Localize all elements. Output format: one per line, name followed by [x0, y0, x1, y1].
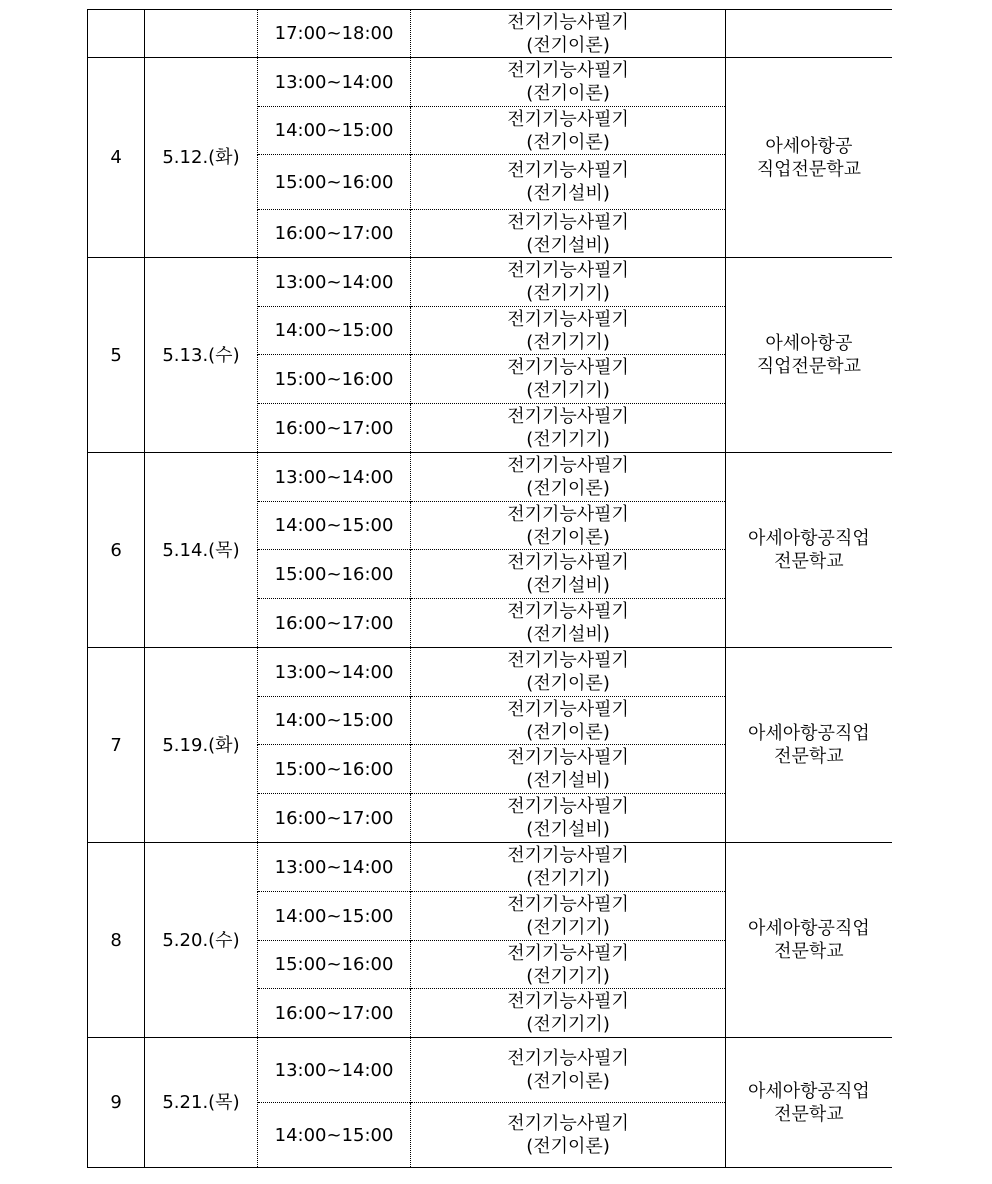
- slot-time: 15:00~16:00: [257, 155, 411, 210]
- slot-subject: 전기기능사필기: [507, 503, 629, 525]
- slot-subject: 전기기능사필기: [507, 260, 629, 281]
- session-date: 5.20.(수): [145, 843, 257, 1038]
- slot-subject-cell: [411, 941, 725, 989]
- slot-subject-detail: (전기기기): [526, 283, 610, 304]
- slot-subject-cell: [411, 404, 725, 453]
- slot-subject: 전기기능사필기: [507, 357, 629, 378]
- table-row: [88, 1038, 893, 1103]
- slot-subject-cell: [411, 58, 725, 107]
- slot-subject: 전기기능사필기: [507, 650, 629, 671]
- slot-subject-detail: (전기이론): [526, 478, 610, 499]
- slot-time: 16:00~17:00: [257, 599, 411, 648]
- session-number: 6: [88, 453, 145, 648]
- slot-time: 13:00~14:00: [257, 648, 411, 697]
- slot-subject-detail: (전기이론): [526, 721, 610, 743]
- slot-subject-cell: [411, 745, 725, 794]
- slot-time: 15:00~16:00: [257, 550, 411, 599]
- session-date: 5.14.(목): [145, 453, 257, 648]
- session-number: [88, 10, 145, 58]
- table-row: [88, 843, 893, 892]
- slot-time: 16:00~17:00: [257, 404, 411, 453]
- slot-subject: 전기기능사필기: [507, 747, 629, 768]
- table-row: [88, 10, 893, 58]
- slot-time: 13:00~14:00: [257, 1038, 411, 1103]
- slot-time: 13:00~14:00: [257, 58, 411, 107]
- session-date: 5.19.(화): [145, 648, 257, 843]
- slot-time: 14:00~15:00: [257, 1103, 411, 1168]
- session-place: 아세아항공직업 전문학교: [725, 843, 892, 1038]
- slot-subject: 전기기능사필기: [507, 211, 629, 233]
- slot-subject-cell: [411, 210, 725, 258]
- table-row: [88, 58, 893, 107]
- session-date: 5.21.(목): [145, 1038, 257, 1168]
- slot-time: 15:00~16:00: [257, 941, 411, 989]
- slot-subject-cell: [411, 307, 725, 355]
- slot-time: 14:00~15:00: [257, 892, 411, 941]
- session-place: 아세아항공직업 전문학교: [725, 1038, 892, 1168]
- slot-time: 16:00~17:00: [257, 210, 411, 258]
- session-number: 9: [88, 1038, 145, 1168]
- slot-subject-detail: (전기설비): [526, 819, 610, 840]
- slot-time: 14:00~15:00: [257, 502, 411, 550]
- slot-time: 14:00~15:00: [257, 107, 411, 155]
- slot-subject-detail: (전기기기): [526, 429, 610, 450]
- slot-subject: 전기기능사필기: [507, 108, 629, 130]
- slot-subject-detail: (전기이론): [526, 526, 610, 548]
- slot-subject-detail: (전기이론): [526, 673, 610, 694]
- slot-subject: 전기기능사필기: [507, 1048, 629, 1069]
- slot-subject: 전기기능사필기: [507, 845, 629, 866]
- slot-subject: 전기기능사필기: [507, 991, 629, 1012]
- slot-subject-cell: [411, 599, 725, 648]
- slot-subject: 전기기능사필기: [507, 160, 629, 181]
- slot-subject: 전기기능사필기: [507, 698, 629, 720]
- session-number: 8: [88, 843, 145, 1038]
- session-place: [725, 10, 892, 58]
- slot-subject-cell: [411, 10, 725, 58]
- slot-subject: 전기기능사필기: [507, 796, 629, 817]
- slot-time: 15:00~16:00: [257, 745, 411, 794]
- table-row: [88, 648, 893, 697]
- slot-subject-cell: [411, 155, 725, 210]
- slot-subject-cell: [411, 843, 725, 892]
- table-row: [88, 453, 893, 502]
- slot-subject: 전기기능사필기: [507, 11, 629, 33]
- slot-time: 15:00~16:00: [257, 355, 411, 404]
- session-place: 아세아항공 직업전문학교: [725, 258, 892, 453]
- slot-subject-detail: (전기기기): [526, 917, 610, 938]
- slot-subject-detail: (전기설비): [526, 234, 610, 256]
- session-date: [145, 10, 257, 58]
- slot-subject: 전기기능사필기: [507, 308, 629, 330]
- slot-subject-detail: (전기기기): [526, 965, 610, 987]
- slot-subject-detail: (전기이론): [526, 131, 610, 153]
- slot-subject-detail: (전기이론): [526, 1071, 610, 1092]
- slot-subject-detail: (전기설비): [526, 624, 610, 645]
- session-number: 7: [88, 648, 145, 843]
- slot-time: 14:00~15:00: [257, 307, 411, 355]
- session-date: 5.13.(수): [145, 258, 257, 453]
- slot-time: 17:00~18:00: [257, 10, 411, 58]
- slot-subject-detail: (전기기기): [526, 1014, 610, 1035]
- slot-subject: 전기기능사필기: [507, 406, 629, 427]
- slot-subject-cell: [411, 1038, 725, 1103]
- slot-subject-cell: [411, 550, 725, 599]
- slot-subject-detail: (전기설비): [526, 183, 610, 204]
- slot-subject-cell: [411, 892, 725, 941]
- slot-subject-cell: [411, 258, 725, 307]
- slot-subject: 전기기능사필기: [507, 1113, 629, 1134]
- slot-subject: 전기기능사필기: [507, 601, 629, 622]
- session-place: 아세아항공 직업전문학교: [725, 58, 892, 258]
- table-row: [88, 258, 893, 307]
- schedule-body: [88, 10, 893, 1168]
- slot-subject: 전기기능사필기: [507, 552, 629, 573]
- session-date: 5.12.(화): [145, 58, 257, 258]
- slot-subject-cell: [411, 1103, 725, 1168]
- slot-subject: 전기기능사필기: [507, 455, 629, 476]
- slot-time: 13:00~14:00: [257, 843, 411, 892]
- slot-subject-detail: (전기이론): [526, 83, 610, 104]
- slot-subject-cell: [411, 648, 725, 697]
- slot-subject-cell: [411, 697, 725, 745]
- slot-subject-detail: (전기이론): [526, 1136, 610, 1157]
- slot-subject-cell: [411, 107, 725, 155]
- slot-subject: 전기기능사필기: [507, 894, 629, 915]
- slot-time: 13:00~14:00: [257, 258, 411, 307]
- slot-subject-detail: (전기기기): [526, 380, 610, 401]
- slot-subject: 전기기능사필기: [507, 942, 629, 964]
- slot-subject-detail: (전기기기): [526, 868, 610, 889]
- slot-subject-cell: [411, 794, 725, 843]
- slot-subject-cell: [411, 453, 725, 502]
- slot-time: 14:00~15:00: [257, 697, 411, 745]
- slot-subject-cell: [411, 355, 725, 404]
- schedule-table: [87, 9, 892, 1168]
- session-place: 아세아항공직업 전문학교: [725, 453, 892, 648]
- session-number: 5: [88, 258, 145, 453]
- session-place: 아세아항공직업 전문학교: [725, 648, 892, 843]
- slot-subject-detail: (전기설비): [526, 575, 610, 596]
- slot-time: 13:00~14:00: [257, 453, 411, 502]
- slot-subject: 전기기능사필기: [507, 60, 629, 81]
- slot-time: 16:00~17:00: [257, 794, 411, 843]
- slot-subject-detail: (전기이론): [526, 34, 610, 56]
- slot-subject-cell: [411, 502, 725, 550]
- slot-subject-detail: (전기설비): [526, 770, 610, 791]
- slot-subject-detail: (전기기기): [526, 331, 610, 353]
- slot-time: 16:00~17:00: [257, 989, 411, 1038]
- slot-subject-cell: [411, 989, 725, 1038]
- session-number: 4: [88, 58, 145, 258]
